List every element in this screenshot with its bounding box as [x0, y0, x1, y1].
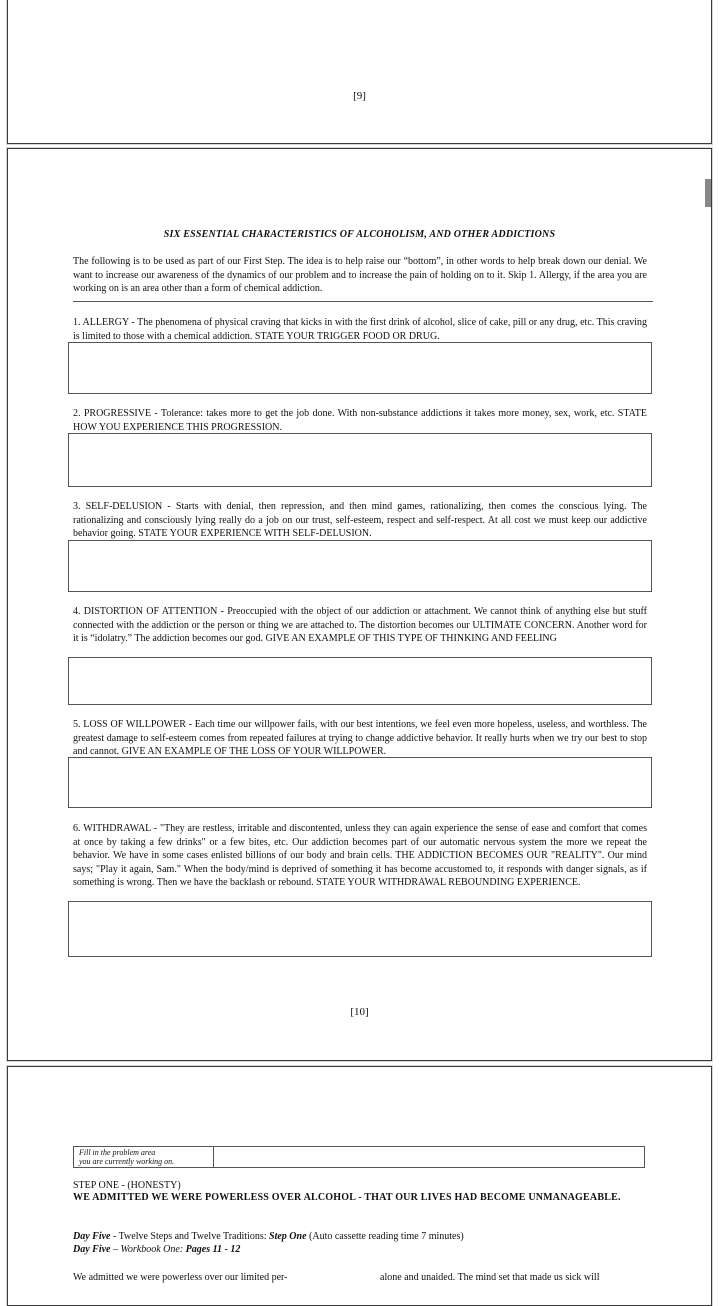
divider: [73, 301, 653, 302]
reading-source: - Twelve Steps and Twelve Traditions:: [110, 1231, 270, 1242]
page-9: [7, 0, 712, 144]
answer-box-distortion[interactable]: [68, 657, 652, 705]
problem-area-label-line-1: Fill in the problem area: [79, 1148, 156, 1157]
day-label: Day Five: [73, 1231, 111, 1242]
answer-box-withdrawal[interactable]: [68, 901, 652, 957]
body-text-left: We admitted we were powerless over our limited per-: [73, 1272, 288, 1283]
day-label: Day Five: [73, 1244, 111, 1255]
item-loss-of-willpower: 5. LOSS OF WILLPOWER - Each time our willpower fails, with our best intentions, we feel even more hopeless, useless, and worthless. The greatest damage to self-esteem comes from repeated failures at trying to change addictive behavior. It really hurts when we try our best to stop and cannot. GIVE AN EXAMPLE OF THE LOSS OF YOUR WILLPOWER.: [73, 719, 647, 757]
scrollbar-thumb[interactable]: [705, 179, 711, 207]
answer-box-self-delusion[interactable]: [68, 540, 652, 592]
answer-box-willpower[interactable]: [68, 757, 652, 808]
page-title: SIX ESSENTIAL CHARACTERISTICS OF ALCOHOLISM, AND OTHER ADDICTIONS: [163, 229, 556, 240]
item-progressive: 2. PROGRESSIVE - Tolerance: takes more to get the job done. With non-substance addictions it takes more money, sex, work, etc. STATE HOW YOU EXPERIENCE THIS PROGRESSION.: [73, 408, 647, 433]
answer-box-allergy[interactable]: [68, 342, 652, 394]
workbook-source: – Workbook One:: [110, 1244, 186, 1255]
step-statement: WE ADMITTED WE WERE POWERLESS OVER ALCOHOL - THAT OUR LIVES HAD BECOME UNMANAGEABLE.: [73, 1192, 621, 1203]
problem-area-table: [73, 1146, 645, 1168]
step-name: Step One: [269, 1231, 307, 1242]
reading-time: (Auto cassette reading time 7 minutes): [306, 1231, 464, 1242]
page-11: [7, 1066, 712, 1306]
item-allergy: 1. ALLERGY - The phenomena of physical craving that kicks in with the first drink of alcohol, slice of cake, pill or any drug, etc. This craving is limited to those with a chemical addiction. STATE YOUR TRIGGER FOOD OR DRUG.: [73, 317, 647, 342]
step-heading: STEP ONE - (HONESTY): [73, 1180, 181, 1191]
body-text-right: alone and unaided. The mind set that made us sick will: [380, 1272, 600, 1283]
page-number: [9]: [353, 90, 366, 102]
page-10: [7, 148, 712, 1061]
page-number: [10]: [350, 1006, 369, 1018]
workbook-pages: Pages 11 - 12: [185, 1244, 241, 1255]
day-five-workbook-line: [73, 1244, 653, 1256]
problem-area-field[interactable]: [214, 1147, 644, 1167]
item-withdrawal: 6. WITHDRAWAL - "They are restless, irritable and discontented, unless they can again experience the sense of ease and comfort that comes at once by taking a few drinks" or a few bites, etc. Our addiction becomes part of our automatic nervous system the more we repeat the behavior. We have in some cases enlisted billions of our body and brain cells. THE ADDICTION BECOMES OUR "REALITY". Our mind says; "Play it again, Sam." When the body/mind is deprived of something it has become accustomed to, it responds with danger signals, as if something is wrong. Then we have the backlash or rebound. STATE YOUR WITHDRAWAL REBOUNDING EXPERIENCE.: [73, 823, 647, 888]
problem-area-label: [74, 1147, 214, 1167]
item-self-delusion: 3. SELF-DELUSION - Starts with denial, then repression, and then mind games, rationalizing, then comes the conscious lying. The rationalizing and consciously lying really do a job on our trust, self-esteem, respect and self-respect. At all cost we must keep our addictive behavior going. STATE YOUR EXPERIENCE WITH SELF-DELUSION.: [73, 501, 647, 539]
answer-box-progressive[interactable]: [68, 433, 652, 487]
item-distortion-of-attention: 4. DISTORTION OF ATTENTION - Preoccupied with the object of our addiction or attachment. We cannot think of anything else but stuff connected with the addiction or the person or thing we are attached to. The distortion becomes our ULTIMATE CONCERN. Another word for it is “idolatry.” The addiction becomes our god. GIVE AN EXAMPLE OF THIS TYPE OF THINKING AND FEELING: [73, 606, 647, 644]
day-five-reading-line: [73, 1231, 653, 1243]
problem-area-label-line-2: you are currently working on.: [79, 1157, 175, 1166]
intro-paragraph: The following is to be used as part of our First Step. The idea is to help raise our “bottom”, in other words to help break down our denial. We want to increase our awareness of the dynamics of our problem and to increase the pain of holding on to it. Skip 1. Allergy, if the area you are working on is an area other than a form of chemical addiction.: [73, 256, 647, 294]
